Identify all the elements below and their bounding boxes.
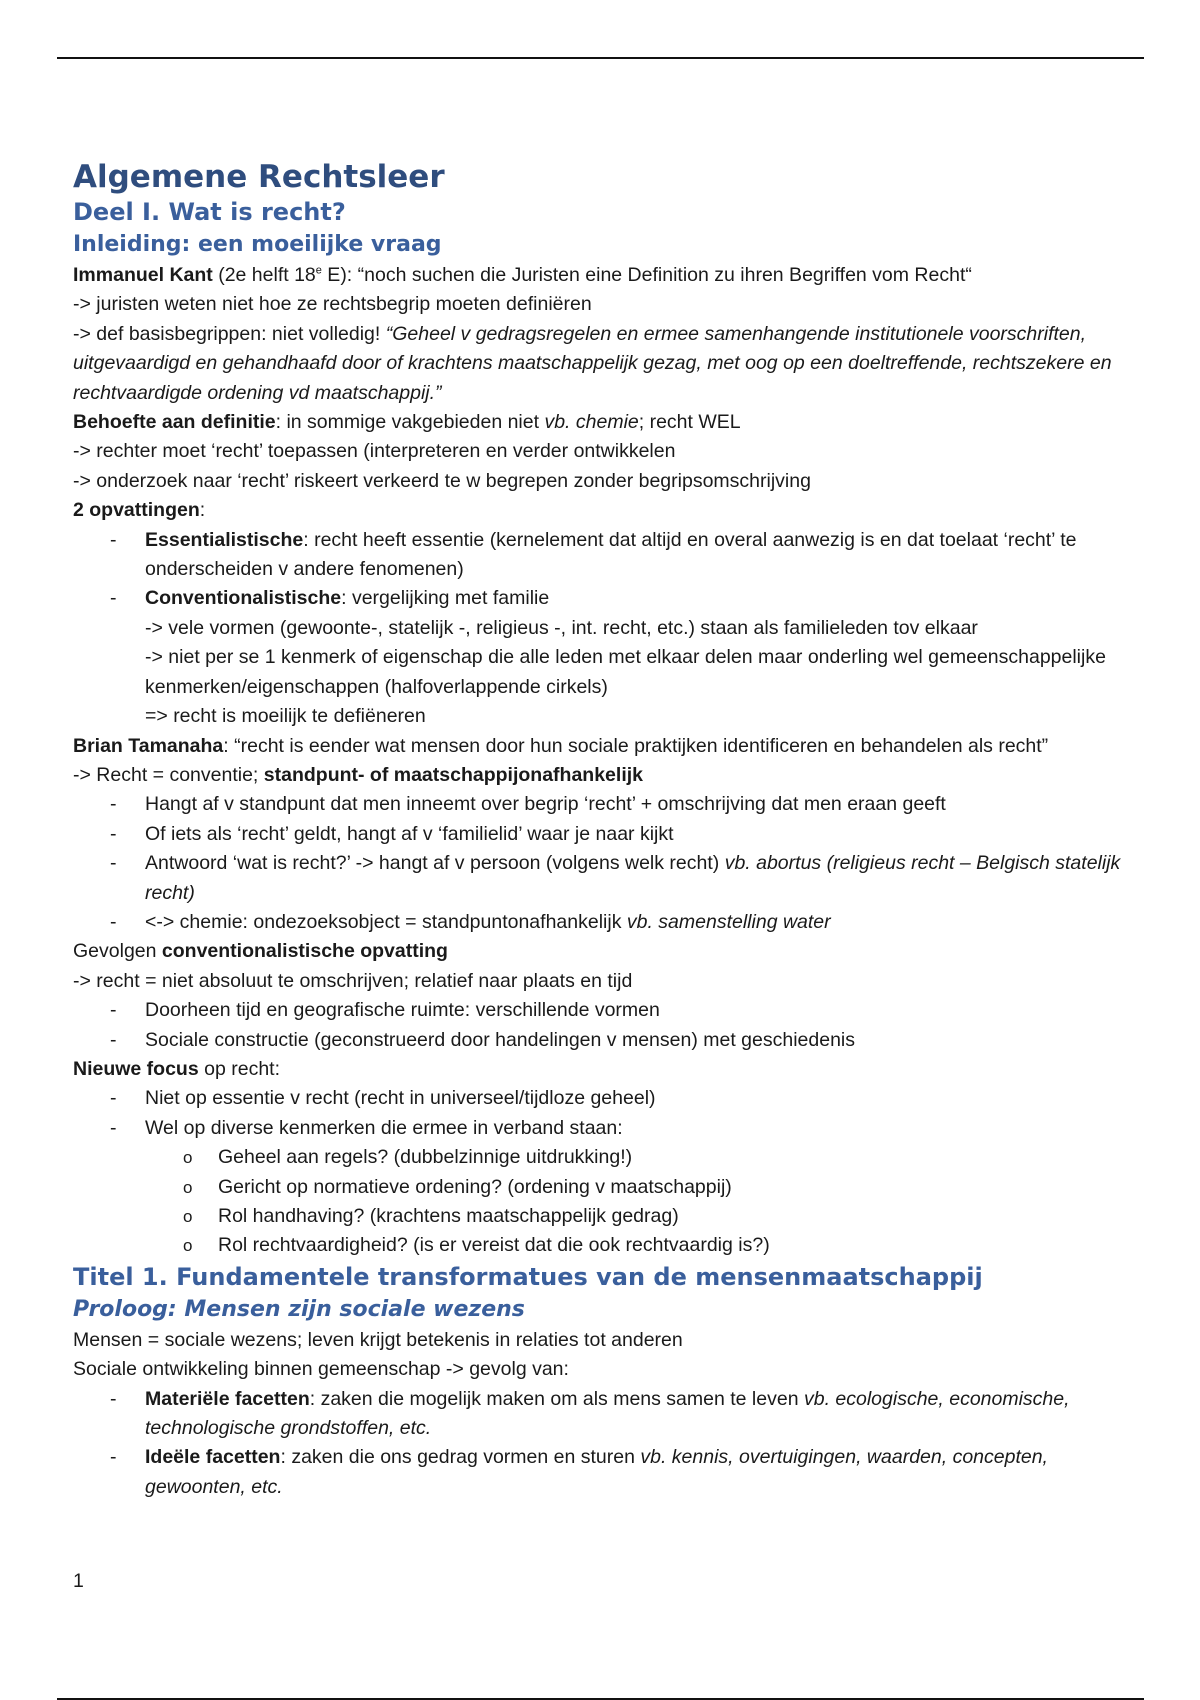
sub-list-item: o Rol handhaving? (krachtens maatschappelijk gedrag): [183, 1205, 679, 1227]
consequences-line: Gevolgen conventionalistische opvatting: [73, 940, 448, 963]
list-item: - Materiële facetten: zaken die mogelijk maken om als mens samen te leven vb. ecologische, economische, technologische grondstoffen, etc.: [110, 1387, 1070, 1440]
paragraph: -> recht = niet absoluut te omschrijven; relatief naar plaats en tijd: [73, 969, 633, 992]
paragraph: -> juristen weten niet hoe ze rechtsbegrip moeten definiëren: [73, 293, 592, 316]
list-subline: -> vele vormen (gewoonte-, statelijk -, religieus -, int. recht, etc.) staan als familieleden tov elkaar: [145, 616, 978, 639]
list-item: - Doorheen tijd en geografische ruimte: verschillende vormen: [110, 999, 660, 1022]
definition-line: -> def basisbegrippen: niet volledig! “Geheel v gedragsregelen en ermee samenhangende institutionele voorschriften, uitgevaardigd en gehandhaafd door of krachtens maatschappelijk gezag, met oog op een doeltreffende, rechtszekere en rechtvaardigde ordening vd maatschappij.”: [73, 322, 1112, 404]
prologue-heading: Proloog: Mensen zijn sociale wezens: [73, 1296, 525, 1322]
list-item: - Conventionalistische: vergelijking met familie: [110, 587, 550, 610]
list-subline: => recht is moeilijk te defiëneren: [145, 705, 426, 728]
sub-list-item: o Gericht op normatieve ordening? (ordening v maatschappij): [183, 1175, 732, 1198]
document-title: Algemene Rechtsleer: [73, 159, 445, 195]
list-item: - Hangt af v standpunt dat men inneemt over begrip ‘recht’ + omschrijving dat men eraan geeft: [110, 793, 946, 816]
paragraph: Mensen = sociale wezens; leven krijgt betekenis in relaties tot anderen: [73, 1328, 683, 1351]
paragraph: -> onderzoek naar ‘recht’ riskeert verkeerd te w begrepen zonder begripsomschrijving: [73, 469, 811, 492]
tamanaha-quote: Brian Tamanaha: “recht is eender wat mensen door hun sociale praktijken identificeren en behandelen als recht”: [73, 734, 1049, 757]
need-definition: Behoefte aan definitie: in sommige vakgebieden niet vb. chemie; recht WEL: [73, 411, 741, 434]
sub-list-item: o Rol rechtvaardigheid? (is er vereist dat die ook rechtvaardig is?): [183, 1234, 770, 1257]
list-item: - Of iets als ‘recht’ geldt, hangt af v ‘familielid’ waar je naar kijkt: [110, 822, 674, 845]
list-item: - Essentialistische: recht heeft essentie (kernelement dat altijd en overal aanwezig is en dat toelaat ‘recht’ te onderscheiden v andere fenomenen): [110, 528, 1077, 581]
intro-heading: Inleiding: een moeilijke vraag: [73, 232, 442, 257]
list-subline: -> niet per se 1 kenmerk of eigenschap die alle leden met elkaar delen maar onderling wel gemeenschappelijke kenmerken/eigenschappen (halfoverlappende cirkels): [145, 646, 1106, 698]
paragraph: -> rechter moet ‘recht’ toepassen (interpreteren en verder ontwikkelen: [73, 440, 676, 463]
new-focus-line: Nieuwe focus op recht:: [73, 1057, 280, 1080]
part-heading: Deel I. Wat is recht?: [73, 198, 346, 226]
paragraph: Sociale ontwikkeling binnen gemeenschap -> gevolg van:: [73, 1358, 569, 1381]
document-body: [73, 158, 1133, 1502]
kant-quote: Immanuel Kant (2e helft 18e E): “noch suchen die Juristen eine Definition zu ihren Begriffen vom Recht“: [73, 264, 972, 286]
two-views-heading: 2 opvattingen:: [73, 499, 206, 522]
title1-heading: Titel 1. Fundamentele transformatues van de mensenmaatschappij: [73, 1262, 983, 1291]
convention-line: -> Recht = conventie; standpunt- of maatschappijonafhankelijk: [73, 763, 643, 786]
list-item: - Ideële facetten: zaken die ons gedrag vormen en sturen vb. kennis, overtuigingen, waarden, concepten, gewoonten, etc.: [110, 1446, 1048, 1498]
list-item: - Antwoord ‘wat is recht?’ -> hangt af v persoon (volgens welk recht) vb. abortus (religieus recht – Belgisch statelijk recht): [110, 852, 1121, 904]
page-number: 1: [73, 1570, 84, 1592]
list-item: - Niet op essentie v recht (recht in universeel/tijdloze geheel): [110, 1087, 656, 1110]
sub-list-item: o Geheel aan regels? (dubbelzinnige uitdrukking!): [183, 1146, 633, 1169]
top-rule: [57, 57, 1144, 59]
list-item: - Sociale constructie (geconstrueerd door handelingen v mensen) met geschiedenis: [110, 1028, 855, 1051]
list-item: - <-> chemie: ondezoeksobject = standpuntonafhankelijk vb. samenstelling water: [110, 910, 831, 933]
list-item: - Wel op diverse kenmerken die ermee in verband staan:: [110, 1116, 623, 1139]
